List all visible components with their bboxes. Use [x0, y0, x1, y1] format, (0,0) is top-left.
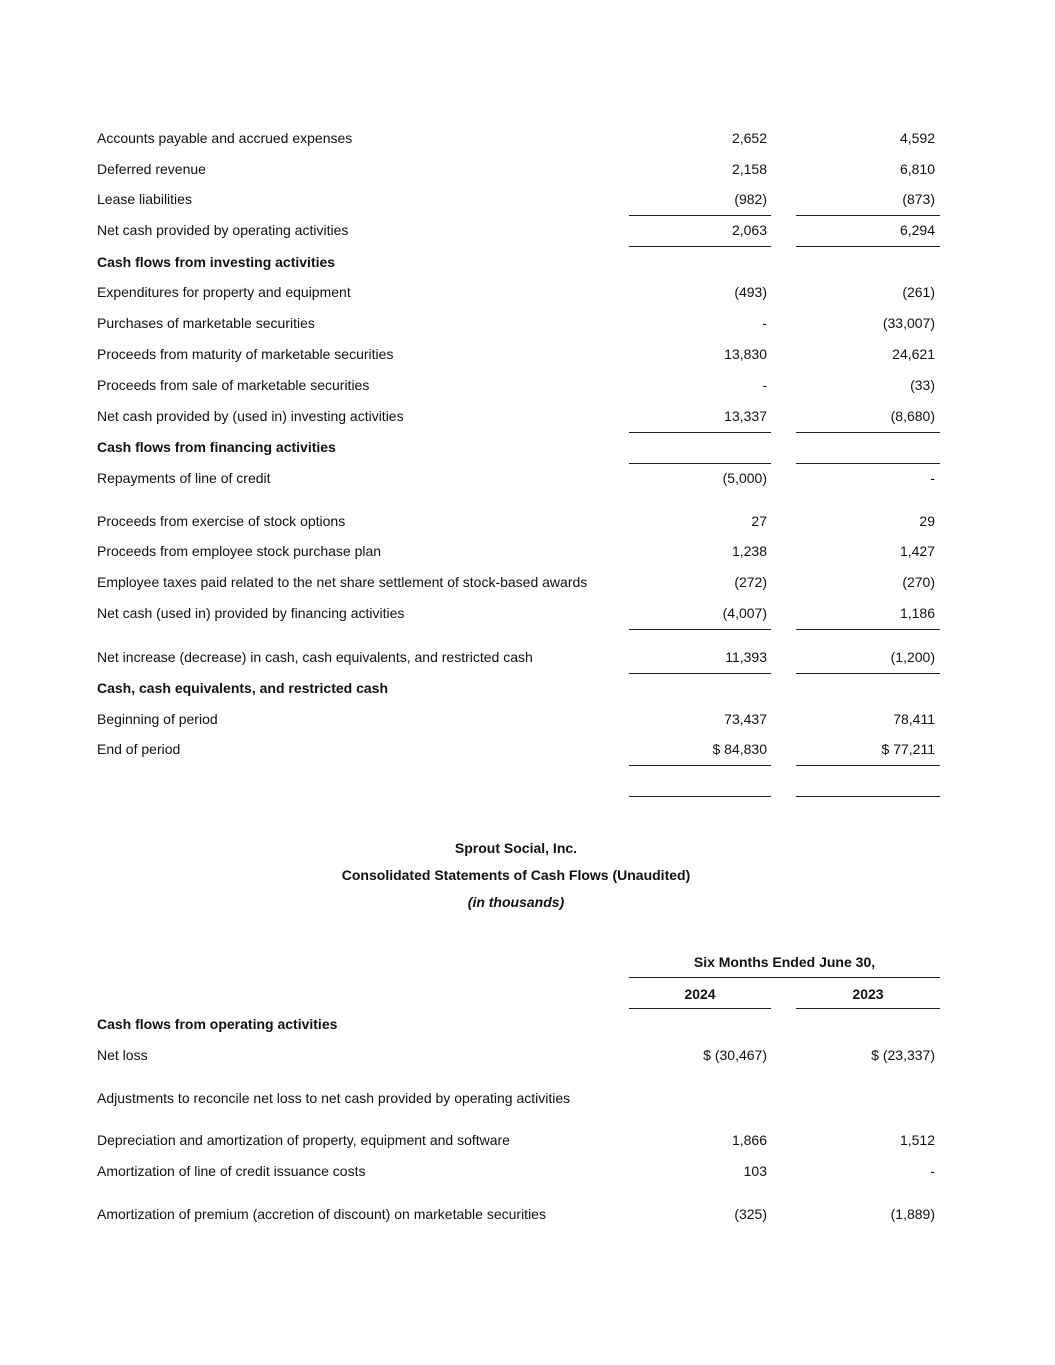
value-2024: (982): [734, 191, 767, 207]
value-2023: 6,294: [899, 222, 935, 238]
subtotal-rule: [629, 463, 771, 464]
value-2023: (33): [910, 377, 935, 393]
value-2024: -: [762, 315, 767, 331]
section-heading-label: Cash flows from investing activities: [97, 254, 336, 270]
table-row: [0, 1130, 1055, 1154]
total-rule: [796, 765, 940, 766]
value-2024: 11,393: [725, 649, 767, 665]
table-row: [0, 709, 1055, 733]
table-row: [0, 572, 1055, 596]
value-2023: (270): [902, 574, 935, 590]
table-row: [0, 511, 1055, 535]
value-2024: (493): [734, 284, 767, 300]
row-label: Proceeds from maturity of marketable securities: [97, 346, 394, 362]
section-heading-label: Cash, cash equivalents, and restricted cash: [97, 680, 389, 696]
row-label: Net cash provided by operating activities: [97, 222, 349, 238]
row-label: Repayments of line of credit: [97, 470, 271, 486]
subtotal-rule: [629, 246, 771, 247]
section-heading: [0, 252, 1055, 276]
value-2024: 103: [743, 1163, 767, 1179]
value-2024: 1,238: [731, 543, 767, 559]
table-row: [0, 282, 1055, 306]
row-label: Amortization of line of credit issuance costs: [97, 1163, 366, 1179]
table-row: [0, 344, 1055, 368]
value-2023: (33,007): [882, 315, 935, 331]
value-2023: $ 77,211: [881, 741, 935, 757]
column-header-2024: 2024: [684, 986, 716, 1002]
section-heading: [0, 1014, 1055, 1038]
table-row: [0, 375, 1055, 399]
value-2024: 73,437: [724, 711, 767, 727]
table-row: [0, 1161, 1055, 1185]
subtotal-rule: [796, 629, 940, 630]
row-label: Lease liabilities: [97, 191, 192, 207]
row-label: Accounts payable and accrued expenses: [97, 130, 353, 146]
row-label: Proceeds from sale of marketable securities: [97, 377, 370, 393]
table-row: [0, 189, 1055, 213]
value-2024: (4,007): [722, 605, 767, 621]
row-label: Net loss: [97, 1047, 148, 1063]
company-name: Sprout Social, Inc.: [454, 840, 578, 856]
section-heading: [0, 678, 1055, 702]
row-label: Net cash (used in) provided by financing activities: [97, 605, 405, 621]
value-2023: 29: [919, 513, 935, 529]
value-2023: 78,411: [893, 711, 935, 727]
value-2023: (873): [902, 191, 935, 207]
row-label: Employee taxes paid related to the net share settlement of stock-based awards: [97, 574, 588, 590]
total-rule: [796, 796, 940, 797]
table-row: [0, 541, 1055, 565]
subtotal-rule: [629, 432, 771, 433]
row-label: End of period: [97, 741, 181, 757]
subtotal-rule: [796, 246, 940, 247]
row-label: Adjustments to reconcile net loss to net cash provided by operating activities: [97, 1090, 571, 1106]
value-2023: (1,200): [890, 649, 935, 665]
value-2023: (261): [902, 284, 935, 300]
value-2023: 1,512: [899, 1132, 935, 1148]
table-row: [0, 603, 1055, 627]
header-rule: [629, 977, 940, 978]
value-2024: 13,337: [724, 408, 767, 424]
row-label: Deferred revenue: [97, 161, 206, 177]
subtotal-rule: [796, 463, 940, 464]
subtotal-rule: [796, 432, 940, 433]
row-label: Expenditures for property and equipment: [97, 284, 351, 300]
value-2024: $ (30,467): [703, 1047, 767, 1063]
value-2023: 1,427: [899, 543, 935, 559]
value-2023: 1,186: [899, 605, 935, 621]
subtotal-rule: [629, 215, 771, 216]
total-rule: [629, 796, 771, 797]
row-label: Proceeds from exercise of stock options: [97, 513, 346, 529]
table-row: [0, 1045, 1055, 1069]
header-rule: [629, 1008, 771, 1009]
value-2023: (1,889): [890, 1206, 935, 1222]
value-2024: 13,830: [724, 346, 767, 362]
value-2023: (8,680): [890, 408, 935, 424]
value-2023: 24,621: [892, 346, 935, 362]
table-row: [0, 128, 1055, 152]
subtotal-rule: [629, 673, 771, 674]
table-row: [0, 1204, 1055, 1228]
section-heading-label: Cash flows from financing activities: [97, 439, 336, 455]
value-2024: $ 84,830: [712, 741, 767, 757]
row-label: Net cash provided by (used in) investing activities: [97, 408, 404, 424]
row-label: Amortization of premium (accretion of discount) on marketable securities: [97, 1206, 546, 1222]
subtotal-rule: [796, 215, 940, 216]
table-row: [0, 406, 1055, 430]
table-row: [0, 220, 1055, 244]
value-2024: (5,000): [722, 470, 767, 486]
value-2024: 1,866: [731, 1132, 767, 1148]
subtotal-rule: [796, 673, 940, 674]
table-row: [0, 468, 1055, 492]
column-header-2023: 2023: [852, 986, 884, 1002]
value-2024: 2,158: [731, 161, 767, 177]
header-rule: [796, 1008, 940, 1009]
value-2024: 2,063: [731, 222, 767, 238]
value-2023: 4,592: [899, 130, 935, 146]
table-row: [0, 313, 1055, 337]
value-2023: $ (23,337): [871, 1047, 935, 1063]
value-2024: -: [762, 377, 767, 393]
table-row: [0, 739, 1055, 763]
section-heading-label: Cash flows from operating activities: [97, 1016, 338, 1032]
table-row: [0, 1088, 1055, 1112]
table-row: [0, 647, 1055, 671]
row-label: Purchases of marketable securities: [97, 315, 315, 331]
value-2024: 2,652: [731, 130, 767, 146]
row-label: Depreciation and amortization of property, equipment and software: [97, 1132, 510, 1148]
value-2023: 6,810: [899, 161, 935, 177]
section-heading: [0, 437, 1055, 461]
table-row: [0, 159, 1055, 183]
period-header: Six Months Ended June 30,: [693, 954, 876, 970]
row-label: Proceeds from employee stock purchase plan: [97, 543, 382, 559]
statement-title: Consolidated Statements of Cash Flows (Unaudited): [341, 867, 691, 883]
total-rule: [629, 765, 771, 766]
row-label: Beginning of period: [97, 711, 218, 727]
value-2024: (272): [734, 574, 767, 590]
row-label: Net increase (decrease) in cash, cash equivalents, and restricted cash: [97, 649, 533, 665]
value-2024: 27: [751, 513, 767, 529]
units-note: (in thousands): [467, 894, 565, 910]
value-2023: -: [930, 1163, 935, 1179]
value-2024: (325): [734, 1206, 767, 1222]
value-2023: -: [930, 470, 935, 486]
subtotal-rule: [629, 629, 771, 630]
